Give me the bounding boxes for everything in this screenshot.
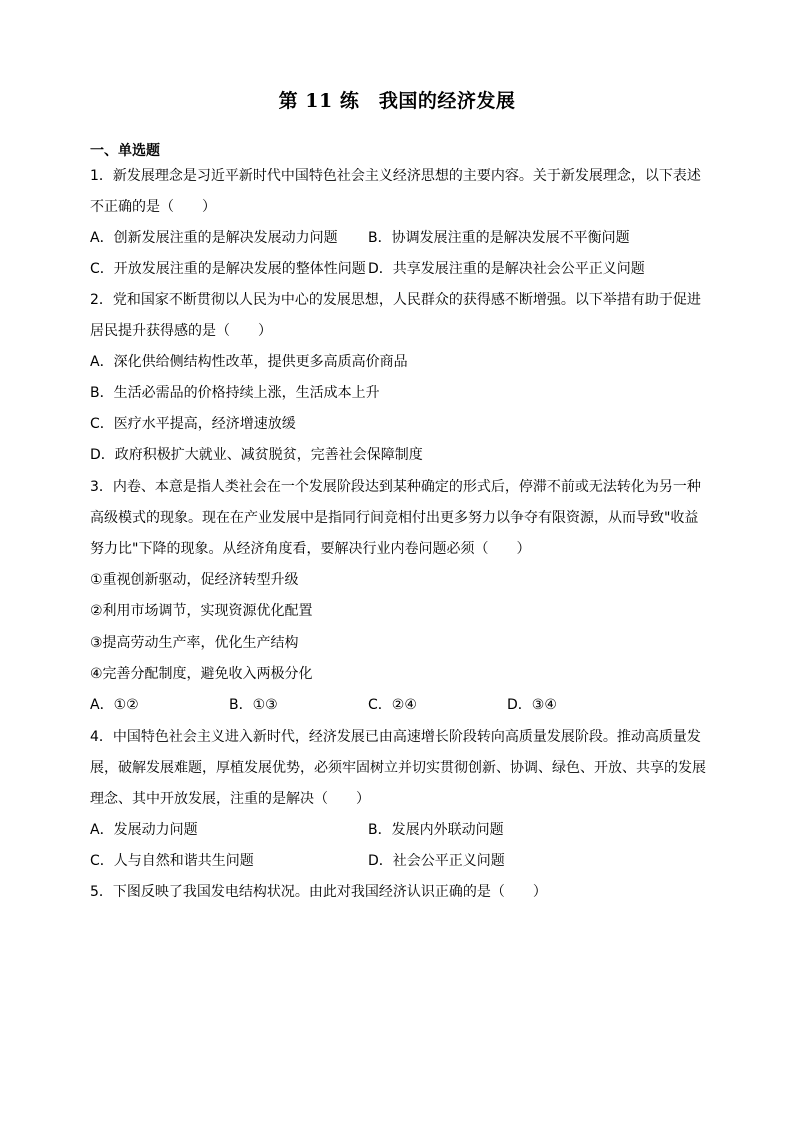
q2-option-d[interactable]: D．政府积极扩大就业、减贫脱贫，完善社会保障制度 — [90, 447, 423, 463]
page-title: 第 11 练 我国的经济发展 — [278, 90, 516, 112]
q1-option-d[interactable]: D．共享发展注重的是解决社会公平正义问题 — [368, 261, 645, 277]
q1-stem-line1: 1．新发展理念是习近平新时代中国特色社会主义经济思想的主要内容。关于新发展理念，以下表述 — [90, 168, 701, 184]
q3-option-b[interactable]: B．①③ — [229, 697, 278, 713]
q2-option-a[interactable]: A．深化供给侧结构性改革，提供更多高质高价商品 — [90, 354, 408, 370]
q1-option-c[interactable]: C．开放发展注重的是解决发展的整体性问题 — [90, 261, 366, 277]
q4-option-d[interactable]: D．社会公平正义问题 — [368, 853, 505, 869]
q4-stem-line2: 展，破解发展难题，厚植发展优势，必须牢固树立并切实贯彻创新、协调、绿色、开放、共享的发展 — [90, 760, 706, 776]
q1-option-a[interactable]: A．创新发展注重的是解决发展动力问题 — [90, 230, 338, 246]
q3-statement-2: ②利用市场调节，实现资源优化配置 — [90, 603, 313, 619]
q3-statement-4: ④完善分配制度，避免收入两极分化 — [90, 666, 313, 682]
q3-statement-1: ①重视创新驱动，促经济转型升级 — [90, 572, 299, 588]
q3-option-c[interactable]: C．②④ — [368, 697, 417, 713]
q4-stem-line1: 4．中国特色社会主义进入新时代，经济发展已由高速增长阶段转向高质量发展阶段。推动高质量发 — [90, 729, 701, 745]
q1-option-b[interactable]: B．协调发展注重的是解决发展不平衡问题 — [368, 230, 630, 246]
q4-stem-line3: 理念、其中开放发展，注重的是解决（ ） — [90, 791, 370, 807]
q4-option-c[interactable]: C．人与自然和谐共生问题 — [90, 853, 254, 869]
q4-option-a[interactable]: A．发展动力问题 — [90, 822, 198, 838]
q5-stem-line1: 5．下图反映了我国发电结构状况。由此对我国经济认识正确的是（ ） — [90, 884, 547, 900]
q3-statement-3: ③提高劳动生产率，优化生产结构 — [90, 635, 299, 651]
q3-stem-line2: 高级模式的现象。现在在产业发展中是指同行间竞相付出更多努力以争夺有限资源，从而导致"收益 — [90, 510, 699, 526]
q4-option-b[interactable]: B．发展内外联动问题 — [368, 822, 504, 838]
q3-stem-line3: 努力比"下降的现象。从经济角度看，要解决行业内卷问题必须（ ） — [90, 541, 531, 557]
q2-option-b[interactable]: B．生活必需品的价格持续上涨，生活成本上升 — [90, 385, 380, 401]
q3-option-d[interactable]: D．③④ — [507, 697, 557, 713]
q2-option-c[interactable]: C．医疗水平提高，经济增速放缓 — [90, 416, 296, 432]
q3-stem-line1: 3．内卷、本意是指人类社会在一个发展阶段达到某种确定的形式后，停滞不前或无法转化为另一种 — [90, 479, 701, 495]
q3-option-a[interactable]: A．①② — [90, 697, 139, 713]
q2-stem-line1: 2．党和国家不断贯彻以人民为中心的发展思想，人民群众的获得感不断增强。以下举措有助于促进 — [90, 292, 701, 308]
q2-stem-line2: 居民提升获得感的是（ ） — [90, 323, 272, 339]
q1-stem-line2: 不正确的是（ ） — [90, 199, 216, 215]
section-heading: 一、单选题 — [90, 143, 160, 159]
